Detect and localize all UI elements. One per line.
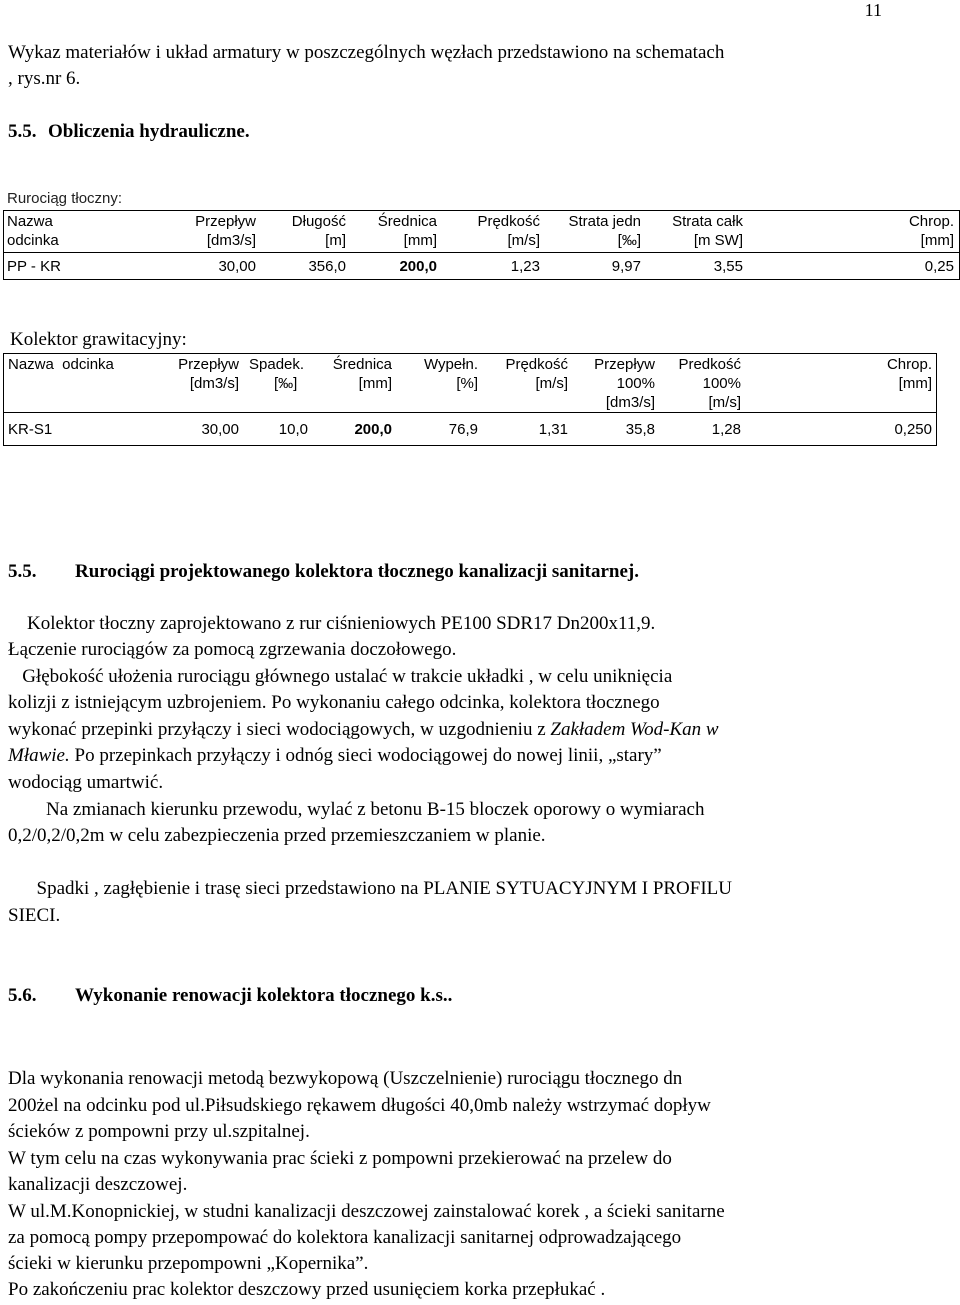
- header-cell: Prędkość: [477, 213, 540, 230]
- header-cell: [dm3/s]: [206, 232, 256, 249]
- paragraph-line: za pomocą pompy przepompować do kolektora kanalizacji sanitarnej odprowadzającego: [8, 1227, 682, 1248]
- header-cell: [‰]: [617, 232, 641, 249]
- header-cell: Przepływ: [178, 356, 239, 373]
- paragraph-line: [8, 743, 662, 770]
- table-cell: 1,28: [711, 421, 741, 438]
- paragraph-line: ścieków z pompowni przy ul.szpitalnej.: [8, 1121, 310, 1142]
- header-cell: Nazwa odcinka: [8, 356, 114, 373]
- header-cell: Długość: [291, 213, 346, 230]
- header-cell: Prędkość: [505, 356, 568, 373]
- paragraph-line: W ul.M.Konopnickiej, w studni kanalizacji deszczowej zainstalować korek , a ścieki sanitarne: [8, 1201, 725, 1222]
- header-cell: [mm]: [898, 375, 932, 392]
- paragraph-line: ścieki w kierunku przepompowni „Kopernika”.: [8, 1253, 369, 1274]
- text-span: wykonać przepinki przyłączy i sieci wodociągowych, w uzgodnieniu z: [8, 719, 551, 740]
- table-cell: 1,31: [538, 421, 568, 438]
- text-span: kolizji z istniejącym uzbrojeniem.: [8, 692, 267, 713]
- text-span: Po przepinkach przyłączy i odnóg sieci wodociągowej do nowej linii, „stary”: [69, 745, 662, 766]
- table-cell: 10,0: [278, 421, 308, 438]
- header-cell: Wypełn.: [423, 356, 478, 373]
- text-span-italic: Zakładem Wod-Kan w: [550, 719, 719, 740]
- table-cell: 30,00: [201, 421, 239, 438]
- table-cell: 9,97: [611, 258, 641, 275]
- table-cell: 0,25: [924, 258, 954, 275]
- table-cell: 1,23: [510, 258, 540, 275]
- paragraph-line: wodociąg umartwić.: [8, 772, 164, 793]
- table-cell: 3,55: [713, 258, 743, 275]
- table-cell: 30,00: [218, 258, 256, 275]
- paragraph-line: Dla wykonania renowacji metodą bezwykopową (Uszczelnienie) rurociągu tłocznego dn: [8, 1068, 683, 1089]
- table-cell: 76,9: [448, 421, 478, 438]
- header-cell: Przepływ: [594, 356, 655, 373]
- header-cell: Strata jedn: [568, 213, 641, 230]
- header-cell: Nazwa: [7, 213, 53, 230]
- header-cell: 100%: [616, 375, 655, 392]
- header-cell: [m/s]: [708, 394, 741, 411]
- section-number: 5.5.: [8, 561, 37, 582]
- table-divider: [3, 412, 937, 413]
- section-title: Rurociągi projektowanego kolektora tłocznego kanalizacji sanitarnej.: [75, 561, 639, 582]
- table-cell: 35,8: [625, 421, 655, 438]
- header-cell: Średnica: [377, 213, 437, 230]
- paragraph-line: kanalizacji deszczowej.: [8, 1174, 188, 1195]
- header-cell: [dm3/s]: [605, 394, 655, 411]
- header-cell: [m]: [325, 232, 346, 249]
- paragraph-line: 0,2/0,2/0,2m w celu zabezpieczenia przed przemieszczaniem w planie.: [8, 825, 546, 846]
- table-cell: 200,0: [354, 421, 392, 438]
- intro-line-1: Wykaz materiałów i układ armatury w poszczególnych węzłach przedstawiono na schematach: [8, 42, 725, 63]
- header-cell: [%]: [456, 375, 478, 392]
- paragraph-line: Głębokość ułożenia rurociągu głównego ustalać w trakcie układki , w celu uniknięcia: [8, 666, 673, 687]
- table-divider: [3, 252, 960, 253]
- page-number: 11: [864, 0, 882, 20]
- header-cell: Predkość: [678, 356, 741, 373]
- header-cell: [m SW]: [693, 232, 743, 249]
- header-cell: 100%: [702, 375, 741, 392]
- paragraph-line: [8, 690, 660, 717]
- paragraph-line: W tym celu na czas wykonywania prac ścieki z pompowni przekierować na przelew do: [8, 1148, 672, 1169]
- paragraph-line: Po zakończeniu prac kolektor deszczowy przed usunięciem korka przepłukać .: [8, 1279, 606, 1300]
- header-cell: Chrop.: [908, 213, 954, 230]
- intro-line-2: , rys.nr 6.: [8, 68, 81, 89]
- table-cell: 356,0: [308, 258, 346, 275]
- table-cell: KR-S1: [8, 421, 53, 438]
- header-cell: [m/s]: [535, 375, 568, 392]
- table-cell: 200,0: [399, 258, 437, 275]
- paragraph-line: Spadki , zagłębienie i trasę sieci przedstawiono na PLANIE SYTUACYJNYM I PROFILU: [8, 878, 732, 899]
- text-span: Po wykonaniu całego odcinka, kolektora tłocznego: [266, 692, 660, 713]
- header-cell: Spadek.: [249, 356, 305, 373]
- header-cell: Średnica: [332, 356, 392, 373]
- paragraph-line: SIECI.: [8, 905, 61, 926]
- header-cell: [m/s]: [507, 232, 540, 249]
- table1-caption: Rurociąg tłoczny:: [7, 190, 123, 207]
- paragraph-line: Na zmianach kierunku przewodu, wylać z betonu B-15 bloczek oporowy o wymiarach: [8, 799, 705, 820]
- section-number: 5.5.: [8, 121, 37, 142]
- header-cell: Przepływ: [195, 213, 256, 230]
- header-cell: [mm]: [358, 375, 392, 392]
- header-cell: Chrop.: [886, 356, 932, 373]
- header-cell: Strata całk: [672, 213, 743, 230]
- table2-caption: Kolektor grawitacyjny:: [10, 329, 187, 350]
- paragraph-line: Kolektor tłoczny zaprojektowano z rur ciśnieniowych PE100 SDR17 Dn200x11,9.: [8, 613, 656, 634]
- header-cell: [mm]: [403, 232, 437, 249]
- paragraph-line: [8, 717, 719, 744]
- table-cell: PP - KR: [7, 258, 61, 275]
- section-number: 5.6.: [8, 985, 37, 1006]
- header-cell: [dm3/s]: [189, 375, 239, 392]
- header-cell: [mm]: [920, 232, 954, 249]
- section-title: Wykonanie renowacji kolektora tłocznego k.s..: [75, 985, 453, 1006]
- table-cell: 0,250: [894, 421, 932, 438]
- section-title: Obliczenia hydrauliczne.: [48, 121, 250, 142]
- text-span-italic: Mławie.: [8, 745, 70, 766]
- paragraph-line: Łączenie rurociągów za pomocą zgrzewania doczołowego.: [8, 639, 457, 660]
- header-cell: [‰]: [274, 375, 298, 392]
- paragraph-line: 200żel na odcinku pod ul.Piłsudskiego rękawem długości 40,0mb należy wstrzymać dopływ: [8, 1095, 711, 1116]
- header-cell: odcinka: [7, 232, 59, 249]
